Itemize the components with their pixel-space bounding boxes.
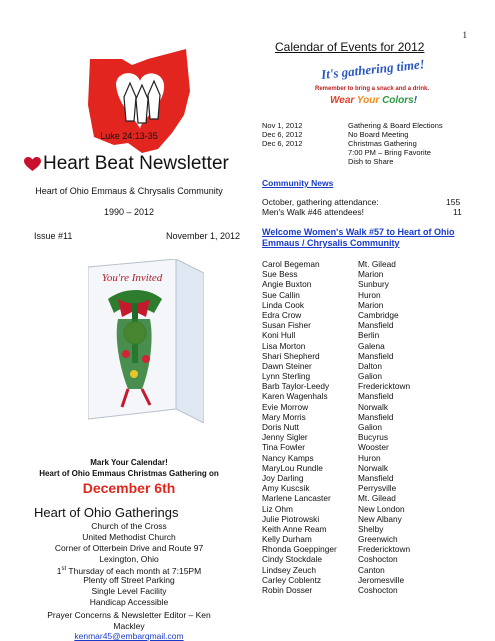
issue-date: November 1, 2012 bbox=[166, 231, 241, 241]
member-name: Tina Fowler bbox=[262, 442, 306, 453]
schedule-text: Thursday of each month at 7:15PM bbox=[66, 565, 202, 576]
member-city: Mansfield bbox=[358, 320, 394, 331]
gathering-location-line: Lexington, Ohio bbox=[99, 554, 159, 564]
member-name: Koni Hull bbox=[262, 330, 296, 341]
gathering-info-line: Plenty off Street Parking bbox=[83, 575, 175, 585]
member-name: Kelly Durham bbox=[262, 534, 312, 545]
member-city: Coshocton bbox=[358, 585, 398, 595]
member-row bbox=[262, 534, 472, 544]
member-city: Norwalk bbox=[358, 401, 388, 412]
years-range: 1990 – 2012 bbox=[103, 207, 155, 217]
banner-word: Your bbox=[356, 95, 383, 106]
member-row bbox=[262, 341, 472, 351]
banner-word: Colors bbox=[382, 95, 414, 106]
member-city: Galion bbox=[358, 371, 382, 382]
news-item-value: 155 bbox=[446, 197, 461, 207]
gathering-location-line: United Methodist Church bbox=[82, 532, 176, 542]
member-row bbox=[262, 391, 472, 401]
invitation-card-image bbox=[88, 259, 204, 423]
gathering-banner-title: It's gathering time! bbox=[320, 56, 426, 83]
member-city: Huron bbox=[358, 452, 381, 463]
member-name: Rhonda Goeppinger bbox=[262, 544, 337, 555]
member-city: Mt. Gilead bbox=[358, 259, 396, 269]
member-name: Jenny Sigler bbox=[262, 432, 308, 443]
member-city: Shelby bbox=[358, 523, 384, 534]
member-row bbox=[262, 453, 472, 463]
scripture-reference: Luke 24:13-35 bbox=[100, 131, 158, 141]
banner-word: Wear bbox=[330, 95, 357, 106]
member-name: Edra Crow bbox=[262, 309, 302, 320]
member-row bbox=[262, 402, 472, 412]
event-date: Dec 6, 2012 bbox=[262, 139, 303, 148]
event-description: Dish to Share bbox=[348, 157, 394, 166]
gatherings-heading: Heart of Ohio Gatherings bbox=[34, 505, 179, 520]
member-city: Jeromesville bbox=[358, 574, 405, 585]
member-name: Lindsey Zeuch bbox=[262, 564, 316, 575]
member-name: Carol Begeman bbox=[262, 259, 320, 269]
member-name: Evie Morrow bbox=[262, 401, 309, 412]
member-row bbox=[262, 483, 472, 493]
member-name: Dawn Steiner bbox=[262, 360, 312, 371]
news-item-label: October, gathering attendance: bbox=[262, 197, 379, 207]
member-city: Galion bbox=[358, 422, 382, 432]
member-row bbox=[262, 422, 472, 432]
member-name: Joy Darling bbox=[262, 472, 304, 483]
member-city: Marion bbox=[358, 269, 384, 280]
member-city: Fredericktown bbox=[358, 544, 411, 555]
member-row bbox=[262, 330, 472, 340]
member-row bbox=[262, 493, 472, 503]
event-description: Christmas Gathering bbox=[348, 139, 417, 148]
member-row bbox=[262, 565, 472, 575]
welcome-walk-heading: Welcome Women's Walk #57 to Heart of Ohio Emmaus / Chrysalis Community bbox=[262, 227, 455, 248]
event-date: Dec 6, 2012 bbox=[262, 130, 303, 139]
member-row bbox=[262, 351, 472, 361]
member-city: Sunbury bbox=[358, 279, 389, 290]
member-city: Huron bbox=[358, 289, 381, 300]
event-description: 7:00 PM – Bring Favorite bbox=[348, 148, 431, 157]
member-city: Greenwich bbox=[358, 534, 398, 545]
member-row bbox=[262, 463, 472, 473]
issue-number: Issue #11 bbox=[34, 231, 73, 241]
member-name: Mary Morris bbox=[262, 411, 306, 422]
member-row bbox=[262, 442, 472, 452]
event-description: Gathering & Board Elections bbox=[348, 121, 443, 130]
event-announcement-line: Heart of Ohio Emmaus Christmas Gathering on bbox=[39, 469, 219, 478]
member-row bbox=[262, 575, 472, 585]
member-row bbox=[262, 514, 472, 524]
news-item-label: Men's Walk #46 attendees! bbox=[262, 207, 364, 217]
member-city: Coshocton bbox=[358, 554, 398, 565]
member-city: Norwalk bbox=[358, 462, 388, 473]
member-city: Marion bbox=[358, 299, 384, 310]
member-city: Wooster bbox=[358, 442, 389, 453]
page-number: 1 bbox=[462, 30, 467, 40]
member-name: Susan Fisher bbox=[262, 320, 311, 331]
event-date-highlight: December 6th bbox=[82, 480, 176, 496]
member-name: Marlene Lancaster bbox=[262, 493, 331, 504]
gathering-location-line: Corner of Otterbein Drive and Route 97 bbox=[54, 543, 204, 553]
member-name: Angie Buxton bbox=[262, 279, 312, 290]
member-name: Lisa Morton bbox=[262, 340, 306, 351]
banner-word: ! bbox=[413, 95, 418, 106]
member-name: Sue Callin bbox=[262, 289, 300, 300]
member-row bbox=[262, 524, 472, 534]
editor-name-line: Mackley bbox=[113, 621, 145, 631]
member-row bbox=[262, 554, 472, 564]
member-row bbox=[262, 300, 472, 310]
member-row bbox=[262, 371, 472, 381]
wear-your-colors-banner bbox=[330, 95, 417, 106]
heart-icon bbox=[24, 157, 41, 172]
editor-email-link[interactable]: kenmar45@embarqmail.com bbox=[74, 631, 184, 641]
member-name: Karen Wagenhals bbox=[262, 391, 328, 402]
member-row bbox=[262, 290, 472, 300]
member-row bbox=[262, 504, 472, 514]
member-city: Fredericktown bbox=[358, 381, 411, 392]
member-name: Linda Cook bbox=[262, 299, 304, 310]
member-row bbox=[262, 432, 472, 442]
news-item-value: 11 bbox=[453, 207, 462, 217]
member-city: Dalton bbox=[358, 360, 382, 371]
member-city: Bucyrus bbox=[358, 432, 388, 443]
member-row bbox=[262, 279, 472, 289]
member-city: New Albany bbox=[358, 513, 402, 524]
member-name: Julie Piotrowski bbox=[262, 513, 320, 524]
member-name: Lynn Sterling bbox=[262, 371, 311, 382]
card-greeting: You're Invited bbox=[101, 272, 163, 284]
member-name: Cindy Stockdale bbox=[262, 554, 322, 565]
newsletter-title: Heart Beat Newsletter bbox=[43, 153, 229, 174]
gathering-info-line: Single Level Facility bbox=[91, 586, 167, 596]
member-city: Mansfield bbox=[358, 472, 394, 483]
member-name: MaryLou Rundle bbox=[262, 462, 323, 473]
editor-line: Prayer Concerns & Newsletter Editor – Ken bbox=[47, 610, 211, 620]
gathering-location-line: Church of the Cross bbox=[91, 521, 167, 531]
member-name: Barb Taylor-Leedy bbox=[262, 381, 330, 392]
member-row bbox=[262, 473, 472, 483]
member-name: Keith Anne Ream bbox=[262, 523, 327, 534]
member-name: Doris Nutt bbox=[262, 422, 299, 432]
member-row bbox=[262, 259, 472, 269]
member-row bbox=[262, 361, 472, 371]
community-news-heading: Community News bbox=[262, 178, 334, 188]
member-city: Berlin bbox=[358, 330, 380, 341]
mark-calendar-line: Mark Your Calendar! bbox=[90, 458, 168, 467]
member-city: Mansfield bbox=[358, 350, 394, 361]
member-city: Mt. Gilead bbox=[358, 493, 396, 504]
member-city: Mansfield bbox=[358, 411, 394, 422]
member-row bbox=[262, 269, 472, 279]
member-city: Canton bbox=[358, 564, 385, 575]
calendar-heading: Calendar of Events for 2012 bbox=[275, 40, 425, 54]
member-row bbox=[262, 412, 472, 422]
member-name: Carley Coblentz bbox=[262, 574, 322, 585]
member-name: Shari Shepherd bbox=[262, 350, 320, 361]
member-row bbox=[262, 585, 472, 595]
organization-name: Heart of Ohio Emmaus & Chrysalis Community bbox=[35, 186, 223, 196]
member-name: Sue Bess bbox=[262, 269, 298, 280]
schedule-ordinal: st bbox=[61, 566, 67, 572]
member-row bbox=[262, 320, 472, 330]
event-date: Nov 1, 2012 bbox=[262, 121, 303, 130]
gathering-info-line: Handicap Accessible bbox=[89, 597, 169, 607]
schedule-number: 1 bbox=[56, 565, 62, 576]
newsletter-masthead bbox=[24, 153, 229, 175]
member-name: Nancy Kamps bbox=[262, 452, 314, 463]
event-description: No Board Meeting bbox=[348, 130, 409, 139]
member-row bbox=[262, 381, 472, 391]
walk-member-list bbox=[262, 259, 472, 595]
member-name: Liz Ohm bbox=[262, 503, 293, 514]
member-name: Robin Dosser bbox=[262, 585, 313, 595]
member-city: Perrysville bbox=[358, 483, 397, 494]
member-city: Mansfield bbox=[358, 391, 394, 402]
member-name: Amy Kuscsik bbox=[262, 483, 310, 494]
member-city: New London bbox=[358, 503, 405, 514]
member-row bbox=[262, 544, 472, 554]
gathering-banner-subtitle: Remember to bring a snack and a drink. bbox=[315, 86, 430, 92]
member-row bbox=[262, 310, 472, 320]
member-city: Cambridge bbox=[358, 309, 399, 320]
member-city: Galena bbox=[358, 340, 385, 351]
